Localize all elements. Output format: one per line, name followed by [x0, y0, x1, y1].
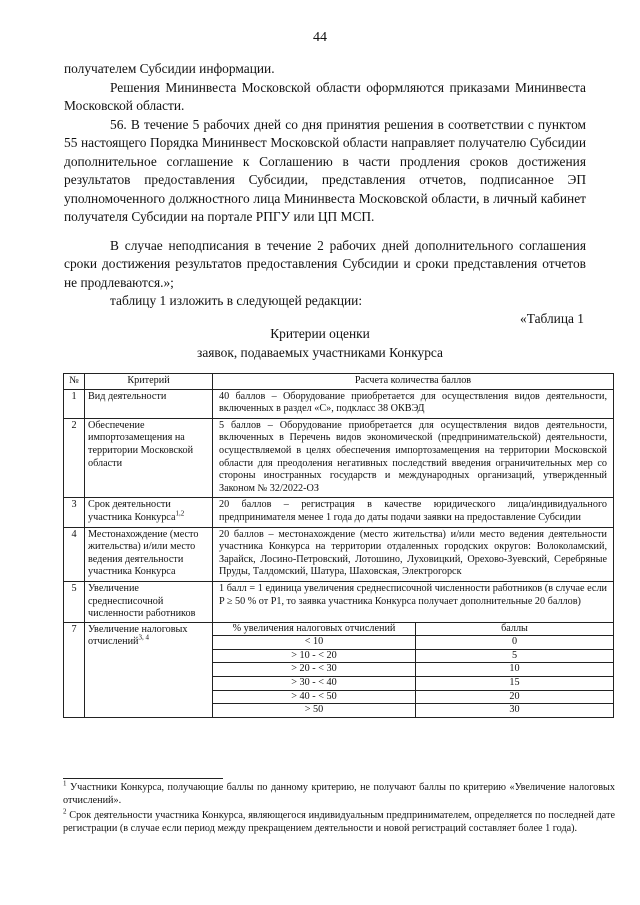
footnote-1: [63, 781, 615, 808]
subtable-header-range: % увеличения налоговых отчислений: [213, 623, 416, 636]
row-calculation-text: 5 баллов – Оборудование приобретается для осуществления видов деятельности, включенных в Перечень видов экономической (предпринимательской) деятельности, осуществляемой в целях обеспечения импортозамещения на территории Московской области для преодоления негативных последствий введения ограничительных мер со стороны иностранных государств и международных организаций, утвержденный Законом № 32/2022-ОЗ: [219, 419, 607, 494]
subtable-points: 0: [416, 636, 614, 650]
row-number: 5: [64, 581, 85, 622]
subtable-header-points: баллы: [416, 623, 614, 636]
row-calculation-text: 1 балл = 1 единица увеличения среднесписочной численности работников (в случае если P ≥ 50 % от P1, то заявка участника Конкурса получает дополнительные 20 баллов): [219, 582, 607, 607]
row-number: 2: [64, 418, 85, 498]
footnote-text: Участники Конкурса, получающие баллы по данному критерию, не получают баллы по критерию «Увеличение налоговых отчислений».: [63, 782, 615, 807]
header-criterion: Критерий: [85, 374, 213, 390]
table-row: [64, 418, 614, 498]
subtable-range: > 20 - < 30: [213, 663, 416, 677]
row-calculation: [213, 527, 614, 581]
paragraph-non-signing: В случае неподписания в течение 2 рабочих дней дополнительного соглашения сроки достижения результатов предоставления Субсидии и сроки представления отчетов не продлеваются.»;: [64, 238, 586, 290]
row-criterion-text: Увеличение налоговых отчислений: [88, 623, 188, 648]
table-row: [64, 389, 614, 418]
table-label: «Таблица 1: [520, 311, 584, 326]
footnote-mark: 1: [63, 779, 67, 788]
table-row: [64, 527, 614, 581]
row-calculation: [213, 418, 614, 498]
paragraph-item-56: 56. В течение 5 рабочих дней со дня принятия решения в соответствии с пунктом 55 настоящего Порядка Мининвест Московской области направляет получателю Субсидии дополнительное соглашение к Соглашению в части продления сроков достижения результатов предоставления Субсидии, представления отчетов, подписанное ЭП уполномоченного должностного лица Мининвеста Московской области, в личный кабинет получателя Субсидии на портале РПГУ или ЦП МСП.: [64, 117, 586, 225]
subtable-points: 20: [416, 690, 614, 704]
row-number: 1: [64, 389, 85, 418]
row-calculation: [213, 581, 614, 622]
row-calculation: [213, 389, 614, 418]
paragraph-table-intro: таблицу 1 изложить в следующей редакции:: [110, 293, 363, 308]
table-header-row: [64, 374, 614, 390]
subtable-points: 10: [416, 663, 614, 677]
footnote-ref: 1,2: [175, 509, 185, 518]
subtable-range: > 10 - < 20: [213, 649, 416, 663]
subtable-row: [213, 690, 613, 704]
footnote-2: [63, 809, 615, 836]
row-calculation: [213, 498, 614, 527]
subtable-row: [213, 649, 613, 663]
subtable-range: < 10: [213, 636, 416, 650]
paragraph-continuation: получателем Субсидии информации.: [64, 61, 275, 76]
header-number: №: [64, 374, 85, 390]
subtable-range: > 30 - < 40: [213, 677, 416, 691]
row-criterion: [85, 498, 213, 527]
row-calculation: [213, 622, 614, 717]
header-calculation: Расчета количества баллов: [213, 374, 614, 390]
tax-points-subtable: [213, 623, 613, 717]
subtable-row: [213, 636, 613, 650]
subtable-points: 30: [416, 704, 614, 717]
row-criterion: [85, 622, 213, 717]
subtable-range: > 50: [213, 704, 416, 717]
subtable-header-row: [213, 623, 613, 636]
row-calculation-text: 20 баллов – регистрация в качестве юридического лица/индивидуального предпринимателя менее 1 года до даты подачи заявки на предоставление Субсидии: [219, 499, 607, 523]
footnote-text: Срок деятельности участника Конкурса, являющегося индивидуальным предпринимателем, определяется по последней дате регистрации (в случае если период между прекращением деятельности и новой регистраций составляет более 1 года).: [63, 810, 615, 835]
row-calculation-text: 20 баллов – местонахождение (место жительства) и/или место ведения деятельности участника Конкурса на территории отдаленных городских округов: Волоколамский, Зарайск, Лосино-Петровский, Лотошино, Луховицкий, Орехово-Зуевский, Серебряные Пруды, Талдомский, Шатура, Шаховская, Электрогорск: [219, 528, 607, 578]
row-criterion-text: Срок деятельности участника Конкурса: [88, 499, 176, 523]
table-row: [64, 498, 614, 527]
row-number: 7: [64, 622, 85, 717]
row-criterion: Местонахождение (место жительства) и/или место ведения деятельности участника Конкурса: [85, 527, 213, 581]
row-criterion: Увеличение среднесписочной численности работников: [85, 581, 213, 622]
subtable-points: 5: [416, 649, 614, 663]
row-number: 3: [64, 498, 85, 527]
table-subtitle: заявок, подаваемых участниками Конкурса: [197, 345, 443, 360]
row-criterion: Вид деятельности: [85, 389, 213, 418]
footnote-ref: 3, 4: [138, 633, 149, 642]
subtable-points: 15: [416, 677, 614, 691]
subtable-row: [213, 663, 613, 677]
row-criterion: Обеспечение импортозамещения на территории Московской области: [85, 418, 213, 498]
criteria-table: [63, 373, 614, 718]
row-calculation-text: 40 баллов – Оборудование приобретается для осуществления видов деятельности, включенных в раздел «С», подкласс 38 ОКВЭД: [219, 390, 607, 415]
table-row: [64, 622, 614, 717]
table-row: [64, 581, 614, 622]
footnote-divider: [63, 778, 223, 779]
table-title: Критерии оценки: [270, 326, 370, 341]
subtable-row: [213, 704, 613, 717]
paragraph-decisions: Решения Мининвеста Московской области оформляются приказами Мининвеста Московской области.: [64, 80, 586, 114]
row-number: 4: [64, 527, 85, 581]
page-number: 44: [313, 30, 327, 45]
subtable-row: [213, 677, 613, 691]
subtable-range: > 40 - < 50: [213, 690, 416, 704]
footnote-mark: 2: [63, 807, 67, 816]
